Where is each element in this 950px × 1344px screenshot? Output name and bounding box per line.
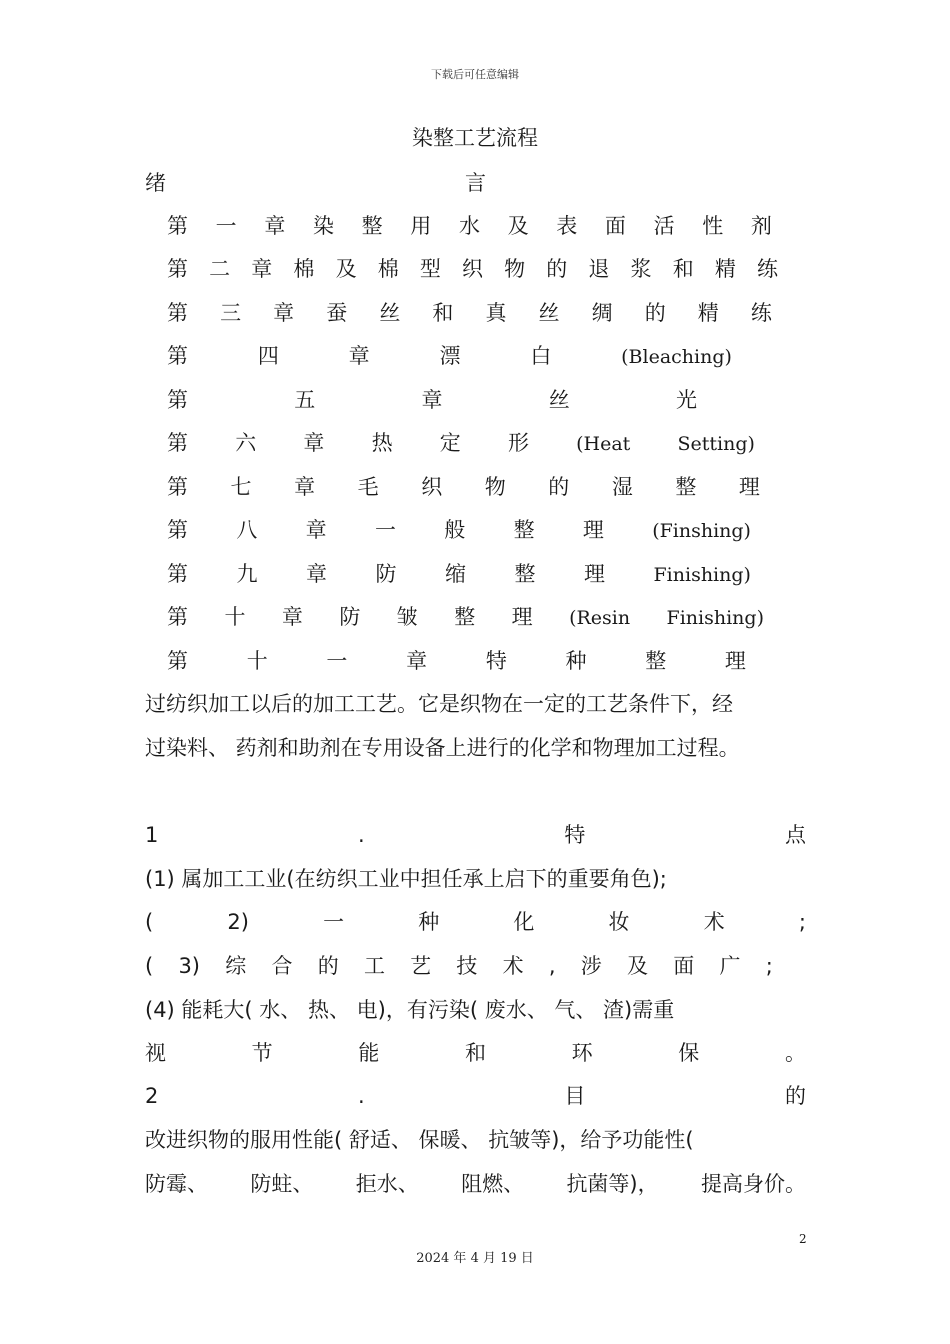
toc-entry-text: 第 [167,605,188,629]
list-item-part: 的 [317,954,339,978]
toc-entry-text: 六 [235,431,257,455]
toc-entry [167,558,751,588]
toc-entry-text: 理 [511,605,533,629]
toc-entry [167,427,755,457]
toc-entry-text: 一 [215,214,237,238]
toc-entry-text: 整 [361,214,383,238]
toc-entry-text: 的 [546,257,568,281]
preface-char: 言 [465,171,486,195]
intro-line: 过染料、 药剂和助剂在专用设备上进行的化学和物理加工过程。 [145,736,740,760]
toc-entry-text: 绸 [591,301,613,325]
toc-entry [167,253,778,283]
toc-entry-text: 三 [220,301,242,325]
list-item-part: 合 [271,954,293,978]
toc-entry-text: 物 [504,257,526,281]
toc-entry-text: 缩 [445,562,466,586]
list-item-part: 保 [678,1041,700,1065]
list-item-part: ; [798,910,806,934]
list-item-part: 艺 [410,954,432,978]
toc-entry [167,645,746,675]
preface-char: 绪 [145,171,166,195]
toc-entry-text: 理 [582,518,604,542]
toc-entry-text: 第 [167,562,188,586]
toc-entry-text: 第 [167,344,188,368]
toc-entry [167,384,697,414]
toc-entry-text: 及 [507,214,529,238]
toc-entry-text: 五 [294,388,316,412]
toc-entry-text: 物 [484,475,506,499]
toc-entry [167,601,764,631]
list-item [145,906,806,936]
toc-entry-text: 理 [584,562,605,586]
body-line-part: 防霉、 [145,1172,208,1196]
list-item-part: 术 [703,910,725,934]
toc-entry-text: 精 [714,257,736,281]
toc-entry-text: 种 [565,649,587,673]
heading-part: 特 [564,823,586,847]
toc-entry-text: 第 [167,431,188,455]
toc-entry-text: 的 [644,301,666,325]
toc-entry-text: 第 [167,475,188,499]
body-line-part: 阻燃、 [461,1172,525,1196]
document-title: 染整工艺流程 [412,126,538,150]
toc-entry-text: 十 [246,649,268,673]
list-item-part: 。 [784,1041,806,1065]
toc-entry-text: 面 [604,214,626,238]
list-item-part: 面 [673,954,695,978]
list-item [145,1037,806,1067]
toc-entry-text: 七 [230,475,252,499]
list-item-part: 和 [464,1041,486,1065]
list-item-part: 环 [571,1041,593,1065]
toc-entry-text: 二 [209,257,231,281]
toc-entry-text: 织 [461,257,483,281]
toc-entry-text: 棉 [377,257,399,281]
toc-entry-text: (Finshing) [652,520,751,542]
toc-entry-text: 和 [432,301,454,325]
toc-entry-text: Finishing) [653,564,751,586]
toc-entry-text: Setting) [677,433,755,455]
toc-entry-text: 织 [421,475,443,499]
toc-entry-text: (Bleaching) [621,346,732,368]
list-item: (1) 属加工工业(在纺织工业中担任承上启下的重要角色); [145,867,667,891]
toc-entry-text: 第 [167,257,188,281]
toc-entry-text: 般 [444,518,466,542]
list-item-part: 种 [418,910,440,934]
toc-entry-text: 性 [702,214,724,238]
heading-part: . [358,823,365,847]
toc-entry-text: 丝 [379,301,401,325]
toc-entry-text: 第 [167,214,188,238]
preface-line [145,167,486,197]
list-item-part: 术 [502,954,524,978]
toc-entry-text: 十 [224,605,246,629]
toc-entry-text: 染 [312,214,334,238]
toc-entry-text: 皱 [396,605,418,629]
list-item-part: 一 [323,910,345,934]
toc-entry-text: 章 [273,301,295,325]
toc-entry-text: 定 [439,431,461,455]
list-item [145,950,773,980]
body-line-part: 防蛀、 [250,1172,314,1196]
list-item-part: 综 [225,954,247,978]
page-number: 2 [799,1232,807,1246]
toc-entry-text: 活 [653,214,675,238]
toc-entry-text: 章 [421,388,443,412]
body-line-part: 拒水、 [355,1172,419,1196]
list-item-part: 3) [178,954,200,978]
toc-entry-text: 一 [374,518,396,542]
toc-entry-text: 丝 [538,301,560,325]
list-item-part: 工 [363,954,385,978]
toc-entry-text: 和 [672,257,694,281]
toc-entry-text: 剂 [750,214,772,238]
toc-entry-text: 理 [738,475,760,499]
list-item-part: 妆 [608,910,630,934]
toc-entry-text: (Heat [576,433,631,455]
toc-entry-text: (Resin [569,607,631,629]
toc-entry-text: 及 [335,257,357,281]
toc-entry-text: 一 [326,649,348,673]
toc-entry-text: 毛 [357,475,379,499]
toc-entry-text: 理 [724,649,746,673]
toc-entry-text: 第 [167,649,188,673]
toc-entry-text: 防 [375,562,397,586]
toc-entry-text: 整 [675,475,697,499]
toc-entry-text: 整 [645,649,667,673]
toc-entry-text: 整 [514,562,536,586]
toc-entry-text: 四 [257,344,279,368]
toc-entry-text: 章 [281,605,303,629]
toc-entry [167,210,772,240]
page-header: 下载后可任意编辑 [431,68,519,81]
toc-entry-text: 蚕 [326,301,348,325]
section-1-heading [145,819,806,849]
list-item-part: 化 [513,910,535,934]
toc-entry-text: 表 [556,214,578,238]
intro-line: 过纺织加工以后的加工工艺。它是织物在一定的工艺条件下，经 [145,692,733,716]
list-item-part: 涉 [580,954,602,978]
toc-entry-text: 用 [410,214,432,238]
toc-entry-text: 水 [458,214,480,238]
heading-part: 目 [564,1084,586,1108]
list-item: (4) 能耗大( 水、 热、 电)，有污染( 废水、 气、 渣)需重 [145,998,675,1022]
toc-entry-text: 湿 [611,475,633,499]
toc-entry-text: 白 [530,344,552,368]
heading-part: 的 [784,1084,806,1108]
toc-entry-text: 型 [419,257,441,281]
toc-entry [167,297,772,327]
list-item-part: , [548,954,556,978]
heading-part: 点 [784,823,806,847]
toc-entry-text: 特 [485,649,507,673]
toc-entry-text: 章 [294,475,316,499]
toc-entry-text: 丝 [548,388,570,412]
toc-entry-text: 精 [697,301,719,325]
toc-entry-text: 退 [588,257,610,281]
toc-entry-text: 章 [264,214,286,238]
list-item-part: ; [765,954,773,978]
toc-entry-text: 真 [485,301,507,325]
list-item-part: ( [145,910,154,934]
toc-entry-text: 第 [167,518,188,542]
toc-entry-text: 练 [756,257,778,281]
list-item-part: 及 [627,954,649,978]
toc-entry-text: 的 [548,475,570,499]
toc-entry-text: 浆 [630,257,652,281]
toc-entry-text: 整 [513,518,535,542]
body-line-part: 提高身价。 [701,1172,806,1196]
toc-entry [167,340,732,370]
toc-entry-text: 九 [236,562,258,586]
toc-entry-text: 八 [236,518,258,542]
body-line: 改进织物的服用性能( 舒适、 保暖、 抗皱等)，给予功能性( [145,1128,694,1152]
list-item-part: 视 [145,1041,166,1065]
toc-entry-text: 章 [303,431,325,455]
toc-entry [167,514,751,544]
list-item-part: 节 [251,1041,273,1065]
list-item-part: ( [145,954,154,978]
list-item-part: 能 [358,1041,380,1065]
toc-entry [167,471,760,501]
toc-entry-text: 第 [167,301,188,325]
toc-entry-text: 热 [371,431,393,455]
toc-entry-text: Finishing) [666,607,764,629]
section-2-heading [145,1080,806,1110]
toc-entry-text: 章 [305,518,327,542]
toc-entry-text: 形 [507,431,529,455]
toc-entry-text: 第 [167,388,188,412]
list-item-part: 广 [719,954,741,978]
heading-part: 2 [145,1084,159,1108]
toc-entry-text: 整 [454,605,476,629]
toc-entry-text: 光 [676,388,697,412]
toc-entry-text: 棉 [293,257,315,281]
heading-part: 1 [145,823,159,847]
list-item-part: 技 [456,954,478,978]
toc-entry-text: 章 [348,344,370,368]
list-item-part: 2) [227,910,249,934]
toc-entry-text: 漂 [439,344,461,368]
body-line [145,1168,806,1198]
toc-entry-text: 章 [306,562,327,586]
footer-date: 2024 年 4 月 19 日 [416,1251,534,1266]
toc-entry-text: 章 [406,649,428,673]
toc-entry-text: 章 [251,257,273,281]
toc-entry-text: 练 [750,301,772,325]
body-line-part: 抗菌等)， [566,1172,659,1196]
heading-part: . [358,1084,365,1108]
toc-entry-text: 防 [339,605,361,629]
